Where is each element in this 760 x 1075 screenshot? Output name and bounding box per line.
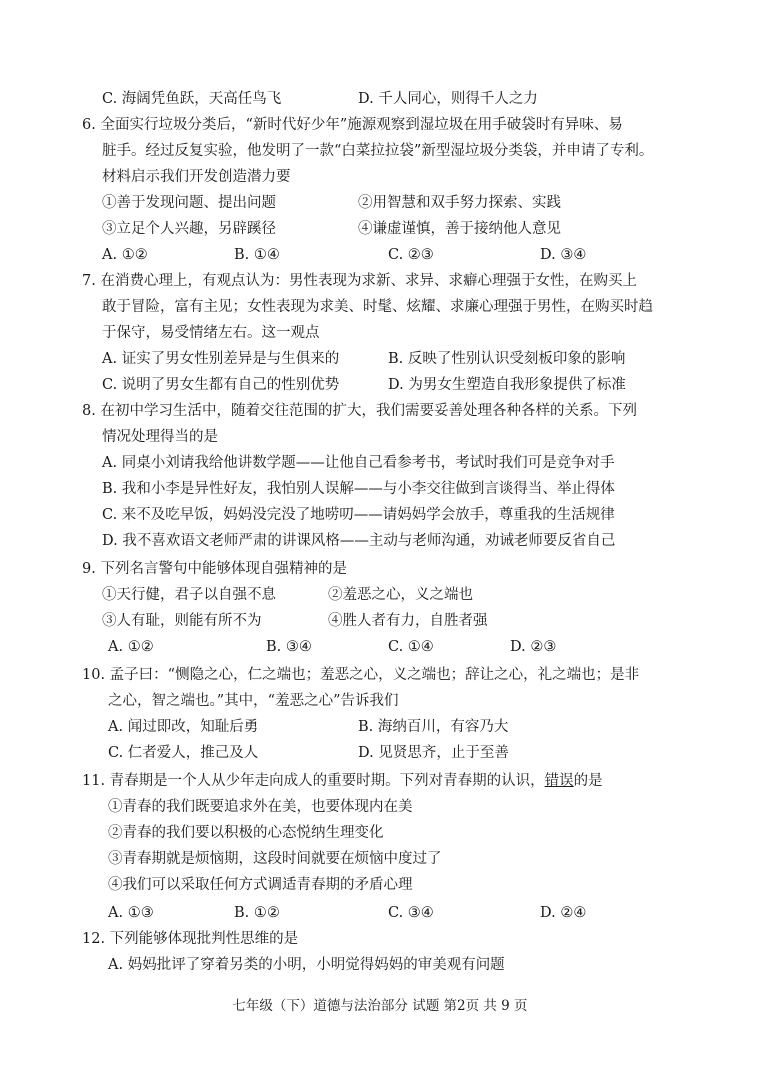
q9-option-b: B. ③④: [266, 639, 312, 655]
q9-option-c: C. ①④: [388, 639, 434, 655]
q10-stem-line2: 之心，智之端也。”其中，“羞恶之心”告诉我们: [108, 693, 399, 709]
q10-option-a: A. 闻过即改，知耻后勇: [108, 719, 259, 735]
q9-option-a: A. ①②: [108, 639, 154, 655]
q11-statement-4: ④我们可以采取任何方式调适青春期的矛盾心理: [108, 877, 413, 893]
q12-stem-line1: 12. 下列能够体现批判性思维的是: [82, 931, 299, 947]
q6-statement-1: ①善于发现问题、提出问题: [102, 195, 276, 211]
q8-option-b: B. 我和小李是异性好友，我怕别人误解——与小李交往做到言谈得当、举止得体: [102, 481, 615, 497]
q6-option-a: A. ①②: [102, 247, 148, 263]
q7-stem-line2: 敢于冒险，富有主见；女性表现为求美、时髦、炫耀、求廉心理强于男性，在购买时趋: [102, 299, 653, 315]
q11-statement-2: ②青春的我们要以积极的心态悦纳生理变化: [108, 825, 384, 841]
q11-option-b: B. ①②: [234, 905, 280, 921]
q10-option-c: C. 仁者爱人，推己及人: [108, 745, 259, 761]
q7-stem-line1: 7. 在消费心理上，有观点认为：男性表现为求新、求异、求癖心理强于女性，在购买上: [82, 273, 637, 289]
q10-option-b: B. 海纳百川，有容乃大: [358, 719, 509, 735]
q11-stem-post: 的是: [573, 773, 603, 789]
q9-statement-2: ②羞恶之心，义之端也: [328, 587, 473, 603]
q6-statement-3: ③立足个人兴趣，另辟蹊径: [102, 221, 276, 237]
q5-option-c: C. 海阔凭鱼跃，天高任鸟飞: [102, 91, 282, 107]
q11-option-d: D. ②④: [540, 905, 587, 921]
q8-option-d: D. 我不喜欢语文老师严肃的讲课风格——主动与老师沟通，劝诫老师要反省自己: [102, 533, 616, 549]
q10-stem-line1: 10. 孟子曰：“恻隐之心，仁之端也；羞恶之心，义之端也；辞让之心，礼之端也；是非: [82, 667, 640, 683]
q11-option-c: C. ③④: [388, 905, 434, 921]
q11-stem-underlined: 错误: [544, 773, 574, 789]
q9-statement-4: ④胜人者有力，自胜者强: [328, 613, 488, 629]
q6-option-c: C. ②③: [388, 247, 434, 263]
q6-statement-2: ②用智慧和双手努力探索、实践: [358, 195, 561, 211]
q9-option-d: D. ②③: [510, 639, 557, 655]
q11-statement-1: ①青春的我们既要追求外在美，也要体现内在美: [108, 799, 413, 815]
q7-option-b: B. 反映了性别认识受刻板印象的影响: [388, 351, 626, 367]
q8-option-a: A. 同桌小刘请我给他讲数学题——让他自己看参考书，考试时我们可是竞争对手: [102, 455, 615, 471]
q8-stem-line2: 情况处理得当的是: [102, 429, 218, 445]
q12-option-a: A. 妈妈批评了穿着另类的小明，小明觉得妈妈的审美观有问题: [108, 957, 505, 973]
q10-option-d: D. 见贤思齐，止于至善: [358, 745, 509, 761]
q6-stem-line2: 脏手。经过反复实验，他发明了一款“白菜拉拉袋”新型湿垃圾分类袋，并申请了专利。: [102, 143, 654, 159]
q6-option-d: D. ③④: [540, 247, 587, 263]
page-footer: 七年级（下）道德与法治部分 试题 第2页 共 9 页: [232, 998, 528, 1014]
q11-statement-3: ③青春期就是烦恼期，这段时间就要在烦恼中度过了: [108, 851, 442, 867]
q11-stem-pre: 11. 青春期是一个人从少年走向成人的重要时期。下列对青春期的认识，: [82, 773, 545, 789]
q9-statement-3: ③人有耻，则能有所不为: [102, 613, 262, 629]
q7-option-d: D. 为男女生塑造自我形象提供了标准: [388, 377, 626, 393]
q7-stem-line3: 于保守，易受情绪左右。这一观点: [102, 325, 320, 341]
q6-statement-4: ④谦虚谨慎，善于接纳他人意见: [358, 221, 561, 237]
q9-stem-line1: 9. 下列名言警句中能够体现自强精神的是: [82, 561, 347, 577]
q9-statement-1: ①天行健，君子以自强不息: [102, 587, 276, 603]
q8-option-c: C. 来不及吃早饭，妈妈没完没了地唠叨——请妈妈学会放手，尊重我的生活规律: [102, 507, 615, 523]
q6-stem-line3: 材料启示我们开发创造潜力要: [102, 169, 291, 185]
q11-stem-line1: [82, 771, 603, 791]
q7-option-a: A. 证实了男女性别差异是与生俱来的: [102, 351, 340, 367]
q6-stem-line1: 6. 全面实行垃圾分类后，“新时代好少年”施源观察到湿垃圾在用手破袋时有异味、易: [82, 117, 623, 133]
q5-option-d: D. 千人同心，则得千人之力: [358, 91, 538, 107]
q8-stem-line1: 8. 在初中学习生活中，随着交往范围的扩大，我们需要妥善处理各种各样的关系。下列: [82, 403, 637, 419]
q11-option-a: A. ①③: [108, 905, 154, 921]
q7-option-c: C. 说明了男女生都有自己的性别优势: [102, 377, 340, 393]
q6-option-b: B. ①④: [234, 247, 280, 263]
